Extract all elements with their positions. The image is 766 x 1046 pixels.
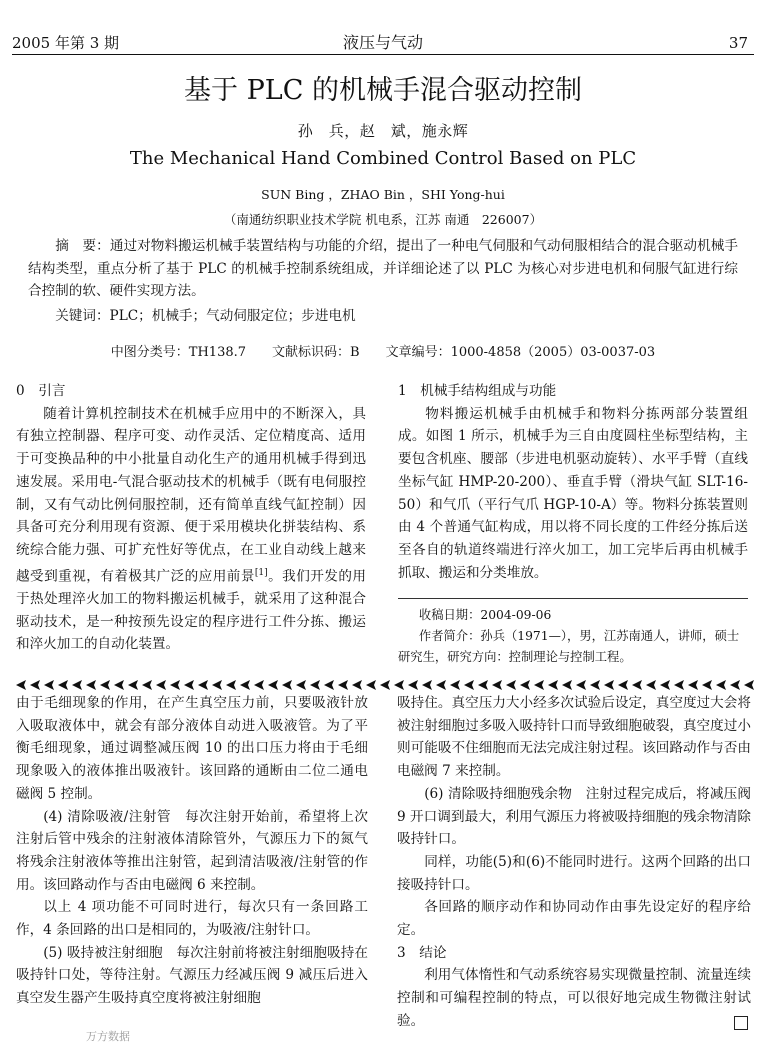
section-0-text — [16, 403, 366, 656]
end-of-article-mark — [734, 1016, 748, 1030]
paragraph: 以上 4 项功能不可同时进行，每次只有一条回路工作，4 条回路的出口是相同的，为吸液/注射针口。 — [16, 899, 368, 939]
section-1-heading: 1 机械手结构组成与功能 — [398, 383, 557, 399]
watermark: 万方数据 — [86, 1030, 130, 1043]
paragraph: (5) 吸持被注射细胞 每次注射前将被注射细胞吸持在吸持针口处，等待注射。气源压力经减压阀 9 减压后进入真空发生器产生吸持真空度将被注射细胞 — [16, 944, 368, 1007]
continuation-divider — [16, 680, 754, 690]
classification-codes: 中图分类号：TH138.7 文献标识码：B 文章编号：1000-4858（2005）03-0037-03 — [110, 345, 656, 360]
section-3-heading: 3 结论 — [397, 944, 447, 961]
intro-text: 随着计算机控制技术在机械手应用中的不断深入，具有独立控制器、程序可变、动作灵活、定位精度高、适用于可变换品种的中小批量自动化生产的通用机械手得到迅速发展。采用电-气混合驱动技术的机械手（既有电伺服控制，又有气动比例伺服控制，还有简单直线气缸控制）因具备可充分利用现有资源、便于采用模块化拼装结构、系统综合能力强、可扩充性好等优点，在工业自动线上越来越受到重视，有着极其广泛的应用前景 — [16, 405, 366, 585]
journal-name: 液压与气动 — [342, 33, 423, 52]
affiliation: （南通纺织职业技术学院 机电系，江苏 南通 226007） — [223, 212, 543, 227]
footnote — [398, 598, 748, 668]
intro-text-cont: 。我们开发的用于热处理淬火加工的物料搬运机械手，就采用了这种混合驱动技术，是一种按预先设定的程序进行工件分拣、搬运和淬火加工的自动化装置。 — [16, 568, 367, 653]
paragraph: (4) 清除吸液/注射管 每次注射开始前，希望将上次注射后管中残余的注射液体清除管外，气源压力下的氮气将残余注射液体等推出注射管，起到清洁吸液/注射管的作用。该回路动作与否由电磁阀 6 来控制。 — [16, 808, 368, 893]
running-header — [12, 30, 754, 55]
paragraph: 吸持住。真空压力大小经多次试验后设定，真空度过大会将被注射细胞过多吸入吸持针口而导致细胞破裂，真空度过小则可能吸不住细胞而无法完成注射过程。该回路动作与否由电磁阀 7 来控制。 — [397, 695, 751, 780]
right-column-bottom — [397, 692, 751, 1033]
citation-ref[interactable]: [1] — [254, 567, 268, 578]
section-1-text: 物料搬运机械手由机械手和物料分拣两部分装置组成。如图 1 所示，机械手为三自由度圆柱坐标型结构，主要包含机座、腰部（步进电机驱动旋转）、水平手臂（直线坐标气缸 HMP-20-200）、垂直手臂（滑块气缸 SLT-16-50）和气爪（平行气爪 HGP-10-A）等。物料分拣装置则由 4 个普通气缸构成，用以将不同长度的工件经分拣后送至各自的轨道终端进行淬火加工，加工完毕后再由机械手抓取、搬运和分类堆放。 — [398, 405, 748, 581]
paragraph: 同样，功能(5)和(6)不能同时进行。这两个回路的出口接吸持针口。 — [397, 853, 751, 893]
page-number: 37 — [728, 34, 748, 52]
abstract: 摘 要：通过对物料搬运机械手装置结构与功能的介绍，提出了一种电气伺服和气动伺服相结合的混合驱动机械手结构类型，重点分析了基于 PLC 的机械手控制系统组成，并详细论述了以 PLC 为核心对步进电机和伺服气缸进行综合控制的软、硬件实现方法。 — [28, 238, 738, 299]
author-intro: 作者简介：孙兵（1971—），男，江苏南通人，讲师，硕士研究生，研究方向：控制理论与控制工程。 — [398, 629, 740, 664]
keywords: 关键词：PLC；机械手；气动伺服定位；步进电机 — [55, 308, 356, 324]
left-column-bottom — [16, 692, 368, 1010]
left-column-top — [16, 380, 366, 656]
issue-label: 2005 年第 3 期 — [12, 34, 120, 52]
section-3-text: 利用气体惰性和气动系统容易实现微量控制、流量连续控制和可编程控制的特点，可以很好地完成生物微注射试验。 — [397, 967, 751, 1029]
section-0-heading: 0 引言 — [16, 383, 66, 399]
paper-title: 基于 PLC 的机械手混合驱动控制 — [184, 75, 582, 106]
authors: 孙 兵，赵 斌，施永辉 — [297, 122, 469, 140]
english-authors: SUN Bing ，ZHAO Bin ，SHI Yong-hui — [261, 187, 505, 202]
received-date: 收稿日期：2004-09-06 — [418, 608, 552, 622]
paragraph: 由于毛细现象的作用，在产生真空压力前，只要吸液针放入吸取液体中，就会有部分液体自动进入吸液管。为了平衡毛细现象，通过调整减压阀 10 的出口压力将由于毛细现象吸入的液体推出吸液针。该回路的通断由二位二通电磁阀 5 控制。 — [16, 695, 368, 802]
paragraph: 各回路的顺序动作和协同动作由事先设定好的程序给定。 — [397, 899, 751, 939]
paragraph: (6) 清除吸持细胞残余物 注射过程完成后，将减压阀 9 开口调到最大，利用气源压力将被吸持细胞的残余物清除吸持针口。 — [397, 785, 751, 848]
english-title: The Mechanical Hand Combined Control Based on PLC — [129, 148, 637, 169]
right-column-top — [398, 380, 748, 584]
